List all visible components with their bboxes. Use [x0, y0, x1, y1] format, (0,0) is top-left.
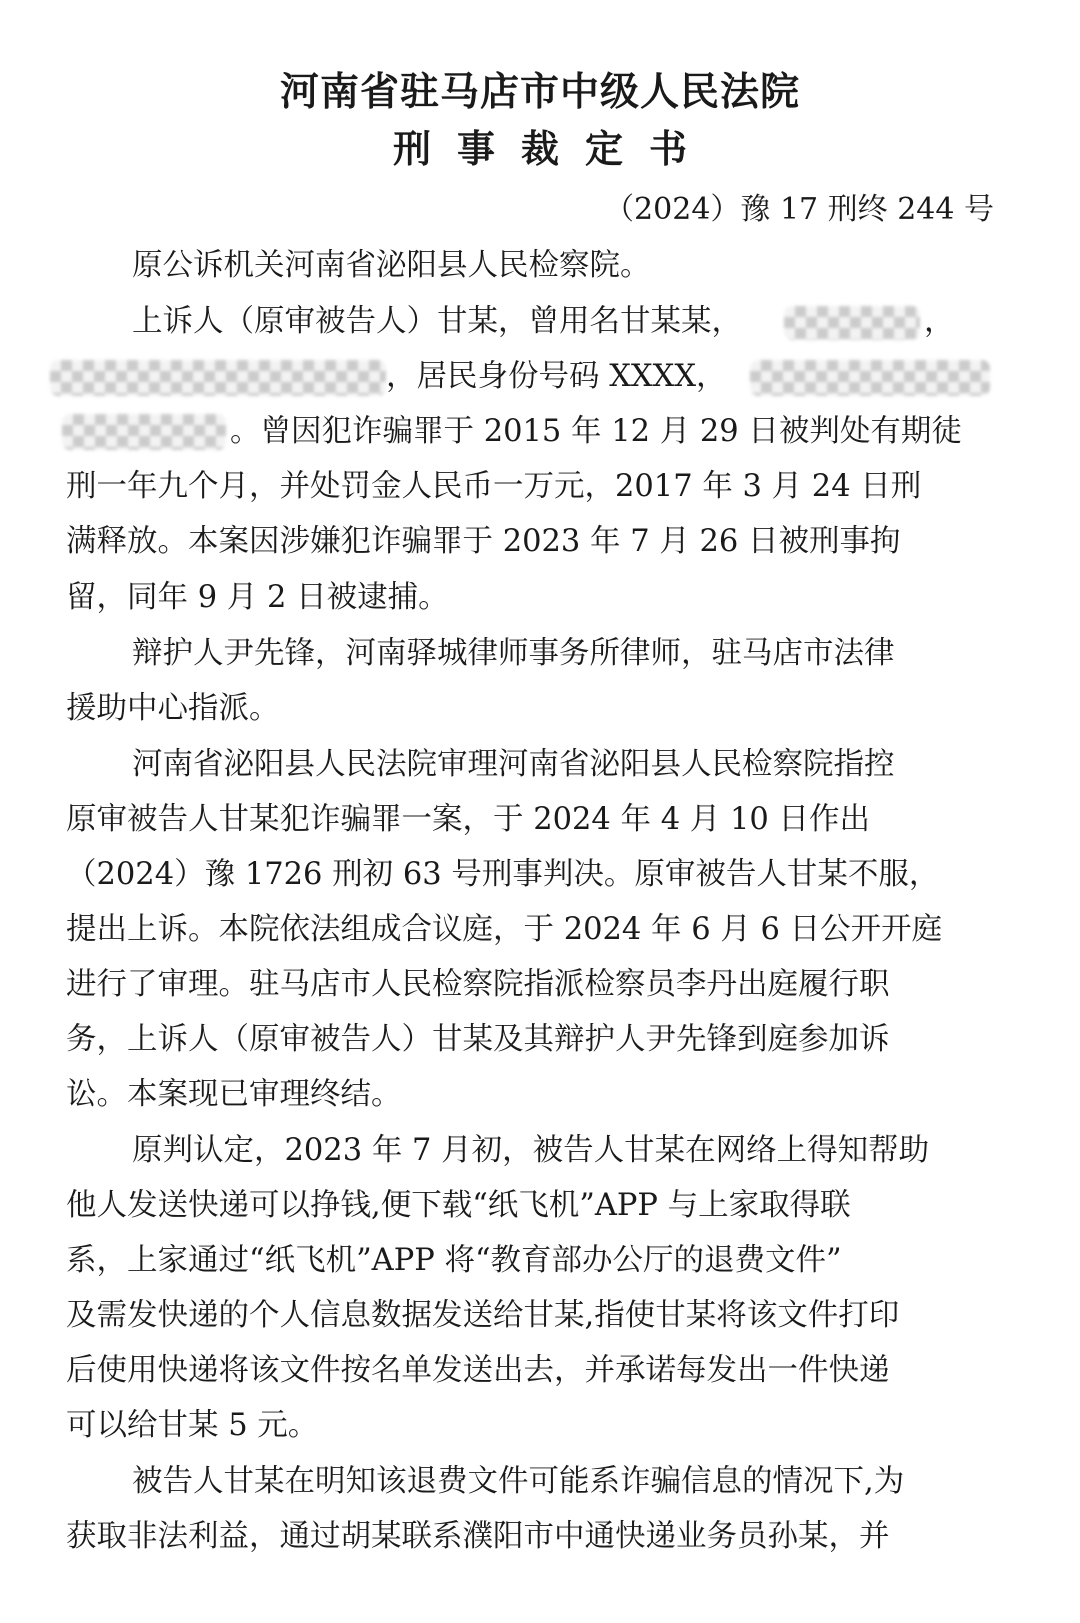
text-line: 满释放。本案因涉嫌犯诈骗罪于 2023 年 7 月 26 日被刑事拘 — [66, 524, 901, 559]
text-line: 后使用快递将该文件按名单发送出去，并承诺每发出一件快递 — [66, 1353, 890, 1388]
text-line: 援助中心指派。 — [66, 691, 280, 726]
text-line: 原公诉机关河南省泌阳县人民检察院。 — [132, 248, 651, 283]
text-line: 留，同年 9 月 2 日被逮捕。 — [66, 580, 449, 615]
case-number: （2024）豫 17 刑终 244 号 — [604, 192, 994, 227]
text-line: （2024）豫 1726 刑初 63 号刑事判决。原审被告人甘某不服， — [66, 857, 940, 892]
text-line: 被告人甘某在明知该退费文件可能系诈骗信息的情况下,为 — [132, 1464, 905, 1499]
redaction-mask — [750, 360, 990, 396]
text-line: 上诉人（原审被告人）甘某，曾用名甘某某， — [132, 304, 742, 339]
text-line: ， — [924, 304, 955, 339]
text-line: 河南省泌阳县人民法院审理河南省泌阳县人民检察院指控 — [132, 747, 895, 782]
text-line: 刑一年九个月，并处罚金人民币一万元，2017 年 3 月 24 日刑 — [66, 469, 922, 504]
text-line: 系，上家通过“纸飞机”APP 将“教育部办公厅的退费文件” — [66, 1243, 842, 1278]
text-line: 可以给甘某 5 元。 — [66, 1408, 319, 1443]
text-line: ，居民身份号码 XXXX， — [386, 359, 727, 394]
text-line: 务，上诉人（原审被告人）甘某及其辩护人尹先锋到庭参加诉 — [66, 1022, 890, 1057]
document-type-heading: 刑事裁定书 — [392, 127, 713, 171]
text-line: 获取非法利益，通过胡某联系濮阳市中通快递业务员孙某，并 — [66, 1519, 890, 1554]
text-line: 辩护人尹先锋，河南驿城律师事务所律师，驻马店市法律 — [132, 636, 895, 671]
text-line: 提出上诉。本院依法组成合议庭，于 2024 年 6 月 6 日公开开庭 — [66, 912, 943, 947]
text-line: 他人发送快递可以挣钱,便下载“纸飞机”APP 与上家取得联 — [66, 1188, 851, 1223]
text-line: 进行了审理。驻马店市人民检察院指派检察员李丹出庭履行职 — [66, 967, 890, 1002]
redaction-mask — [50, 360, 386, 396]
court-name-heading: 河南省驻马店市中级人民法院 — [279, 70, 800, 115]
redaction-mask — [784, 306, 920, 340]
redaction-mask — [62, 414, 226, 450]
text-line: 原审被告人甘某犯诈骗罪一案，于 2024 年 4 月 10 日作出 — [66, 802, 871, 837]
text-line: 。曾因犯诈骗罪于 2015 年 12 月 29 日被判处有期徒 — [230, 414, 962, 449]
text-line: 及需发快递的个人信息数据发送给甘某,指使甘某将该文件打印 — [66, 1298, 900, 1333]
text-line: 原判认定，2023 年 7 月初，被告人甘某在网络上得知帮助 — [132, 1133, 930, 1168]
text-line: 讼。本案现已审理终结。 — [66, 1077, 402, 1112]
